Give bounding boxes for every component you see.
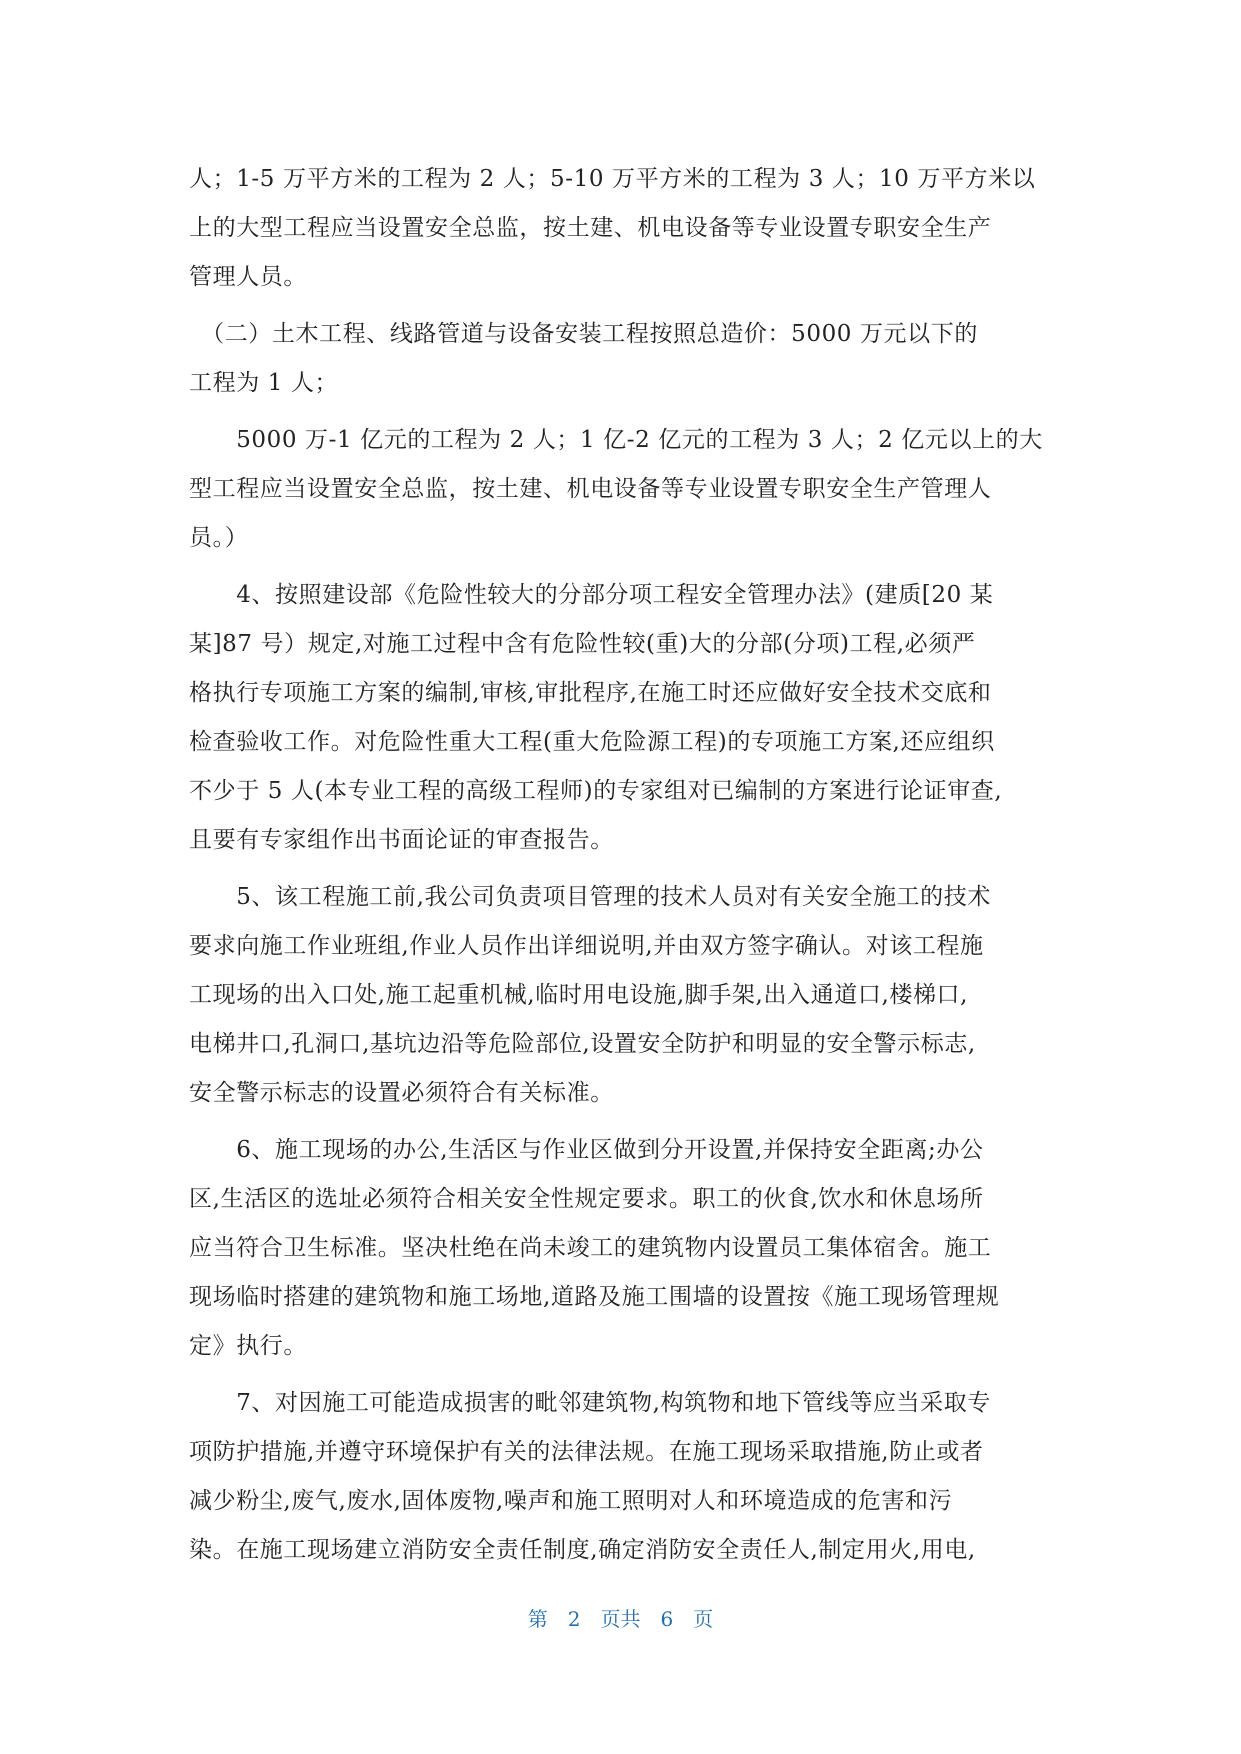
page-number: 2 — [567, 1607, 581, 1631]
text-line: 管理人员。 — [189, 264, 307, 290]
text-line: 应当符合卫生标准。坚决杜绝在尚未竣工的建筑物内设置员工集体宿舍。施工 — [189, 1235, 992, 1261]
document-body — [189, 155, 1055, 1575]
page-middle: 页共 — [600, 1607, 641, 1631]
text-line: 6、施工现场的办公,生活区与作业区做到分开设置,并保持安全距离;办公 — [189, 1137, 984, 1163]
text-line: 5、该工程施工前,我公司负责项目管理的技术人员对有关安全施工的技术 — [189, 884, 991, 910]
page-footer — [0, 1603, 1241, 1632]
text-line: 人；1-5 万平方米的工程为 2 人；5-10 万平方米的工程为 3 人；10 万平方米以 — [189, 166, 1036, 192]
paragraph-5 — [189, 873, 1055, 1118]
text-line: 员。） — [189, 525, 249, 551]
text-line: 区,生活区的选址必须符合相关安全性规定要求。职工的伙食,饮水和休息场所 — [189, 1186, 984, 1212]
text-line: 格执行专项施工方案的编制,审核,审批程序,在施工时还应做好安全技术交底和 — [189, 680, 992, 706]
text-line: 安全警示标志的设置必须符合有关标准。 — [189, 1080, 614, 1106]
text-line: 7、对因施工可能造成损害的毗邻建筑物,构筑物和地下管线等应当采取专 — [189, 1390, 991, 1416]
text-line: 检查验收工作。对危险性重大工程(重大危险源工程)的专项施工方案,还应组织 — [189, 729, 995, 755]
paragraph-1 — [189, 155, 1055, 302]
text-line: 工现场的出入口处,施工起重机械,临时用电设施,脚手架,出入通道口,楼梯口, — [189, 982, 969, 1008]
text-line: 现场临时搭建的建筑物和施工场地,道路及施工围墙的设置按《施工现场管理规 — [189, 1284, 1000, 1310]
text-line: 工程为 1 人； — [189, 370, 339, 396]
text-line: 4、按照建设部《危险性较大的分部分项工程安全管理办法》(建质[20 某 — [189, 582, 994, 608]
paragraph-7 — [189, 1379, 1055, 1575]
text-line: 电梯井口,孔洞口,基坑边沿等危险部位,设置安全防护和明显的安全警示标志, — [189, 1031, 976, 1057]
total-pages: 6 — [660, 1607, 674, 1631]
paragraph-4 — [189, 571, 1055, 865]
page-suffix: 页 — [693, 1607, 714, 1631]
text-line: 不少于 5 人(本专业工程的高级工程师)的专家组对已编制的方案进行论证审查, — [189, 778, 1003, 804]
text-line: 减少粉尘,废气,废水,固体废物,噪声和施工照明对人和环境造成的危害和污 — [189, 1488, 953, 1514]
text-line: 染。在施工现场建立消防安全责任制度,确定消防安全责任人,制定用火,用电, — [189, 1537, 976, 1563]
text-line: （二）土木工程、线路管道与设备安装工程按照总造价：5000 万元以下的 — [189, 321, 978, 347]
page-prefix: 第 — [527, 1607, 548, 1631]
text-line: 且要有专家组作出书面论证的审查报告。 — [189, 827, 614, 853]
text-line: 项防护措施,并遵守环境保护有关的法律法规。在施工现场采取措施,防止或者 — [189, 1439, 984, 1465]
text-line: 定》执行。 — [189, 1333, 307, 1359]
text-line: 型工程应当设置安全总监，按土建、机电设备等专业设置专职安全生产管理人 — [189, 476, 992, 502]
text-line: 5000 万-1 亿元的工程为 2 人；1 亿-2 亿元的工程为 3 人；2 亿元以上的大 — [189, 427, 1043, 453]
text-line: 上的大型工程应当设置安全总监，按土建、机电设备等专业设置专职安全生产 — [189, 215, 992, 241]
paragraph-6 — [189, 1126, 1055, 1371]
paragraph-2 — [189, 310, 1055, 408]
text-line: 某]87 号）规定,对施工过程中含有危险性较(重)大的分部(分项)工程,必须严 — [189, 631, 976, 657]
text-line: 要求向施工作业班组,作业人员作出详细说明,并由双方签字确认。对该工程施 — [189, 933, 984, 959]
paragraph-3 — [189, 416, 1055, 563]
